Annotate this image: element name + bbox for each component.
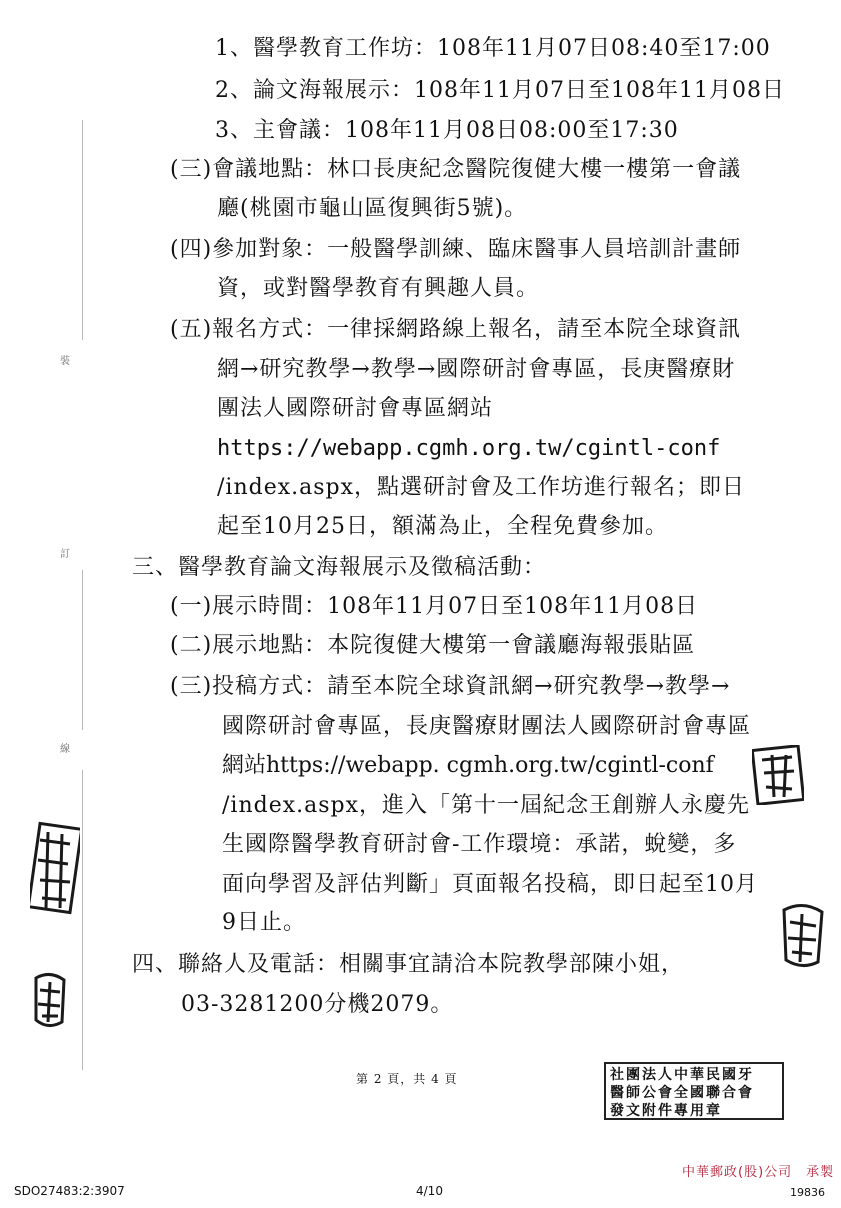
registration-line-3: 團法人國際研討會專區網站 — [217, 396, 494, 421]
section3-heading: 三、醫學教育論文海報展示及徵稿活動： — [132, 555, 547, 580]
sheet-number: 4/10 — [416, 1184, 443, 1198]
printer-credit: 中華郵政(股)公司 承製 — [682, 1165, 835, 1180]
section3-submission-url: 網站https://webapp. cgmh.org.tw/cgintl-conf — [222, 753, 714, 778]
binding-dashed-line — [82, 770, 83, 1070]
page-number: 第 2 頁，共 4 頁 — [356, 1072, 458, 1086]
section4-heading: 四、聯絡人及電話：相關事宜請洽本院教學部陳小姐， — [132, 952, 685, 977]
section3-submission-7: 9日止。 — [222, 910, 306, 935]
venue-line-1: (三)會議地點：林口長庚紀念醫院復健大樓一樓第一會議 — [170, 157, 742, 182]
stamp-line-2: 醫師公會全國聯合會 — [610, 1085, 754, 1101]
stamp-line-1: 社團法人中華民國牙 — [610, 1067, 754, 1083]
document-code: SDO27483:2:3907 — [14, 1184, 125, 1198]
schedule-item-poster: 2、論文海報展示：108年11月07日至108年11月08日 — [215, 78, 785, 103]
registration-line-1: (五)報名方式：一律採網路線上報名，請至本院全球資訊 — [170, 317, 742, 342]
seal-stamp-right-bottom — [778, 900, 828, 970]
schedule-item-main-meeting: 3、主會議：108年11月08日08:00至17:30 — [215, 118, 679, 143]
registration-line-6: 起至10月25日，額滿為止，全程免費參加。 — [217, 514, 668, 539]
seal-stamp-right-top — [752, 745, 804, 805]
registration-url: https://webapp.cgmh.org.tw/cgintl-conf — [217, 436, 721, 461]
section3-submission-1: (三)投稿方式：請至本院全球資訊網→研究教學→教學→ — [170, 674, 731, 699]
section3-submission-5: 生國際醫學教育研討會-工作環境：承諾，蛻變，多 — [222, 832, 737, 857]
binding-dashed-line — [82, 570, 83, 730]
registration-line-2: 網→研究教學→教學→國際研討會專區，長庚醫療財 — [217, 357, 736, 382]
binding-dashed-line — [82, 120, 83, 340]
section3-place: (二)展示地點：本院復健大樓第一會議廳海報張貼區 — [170, 633, 696, 658]
registration-line-5: /index.aspx，點選研討會及工作坊進行報名；即日 — [217, 475, 746, 500]
venue-line-2: 廳(桃園市龜山區復興街5號)。 — [217, 196, 528, 221]
stamp-line-3: 發文附件專用章 — [610, 1103, 722, 1119]
section3-submission-6: 面向學習及評估判斷」頁面報名投稿，即日起至10月 — [222, 872, 758, 897]
section3-time: (一)展示時間：108年11月07日至108年11月08日 — [170, 594, 699, 619]
serial-number: 19836 — [790, 1186, 825, 1199]
binding-mark-bind: 裝 — [60, 356, 70, 367]
binding-mark-line: 線 — [60, 744, 70, 755]
official-attachment-stamp — [604, 1062, 784, 1120]
section3-submission-2: 國際研討會專區，長庚醫療財團法人國際研討會專區 — [222, 714, 752, 739]
seal-stamp-left-bottom — [30, 970, 70, 1030]
seal-stamp-left-mid — [30, 820, 80, 915]
section3-submission-4: /index.aspx，進入「第十一屆紀念王創辦人永慶先 — [222, 793, 751, 818]
schedule-item-workshop: 1、醫學教育工作坊：108年11月07日08:40至17:00 — [215, 36, 771, 61]
audience-line-1: (四)參加對象：一般醫學訓練、臨床醫事人員培訓計畫師 — [170, 237, 742, 262]
binding-mark-staple: 訂 — [60, 549, 70, 560]
section4-phone: 03-3281200分機2079。 — [181, 992, 454, 1017]
audience-line-2: 資，或對醫學教育有興趣人員。 — [217, 276, 540, 301]
